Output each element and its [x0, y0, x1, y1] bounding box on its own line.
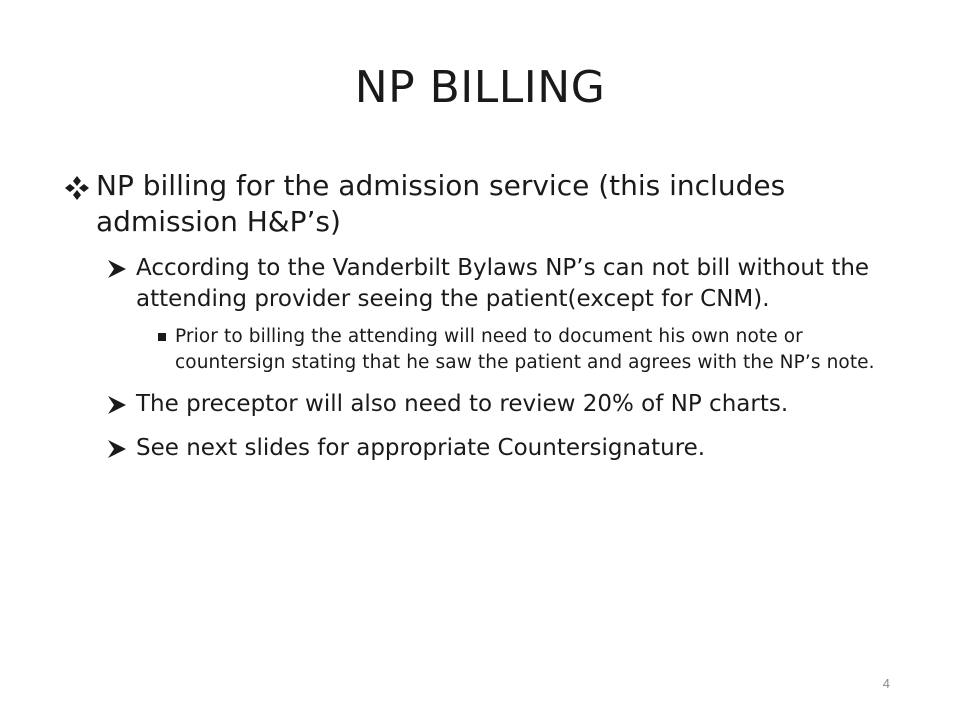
arrowhead-icon [106, 438, 128, 460]
slide-body [64, 168, 894, 464]
arrowhead-icon [106, 394, 128, 416]
page-number: 4 [882, 676, 890, 691]
bullet-level2 [64, 433, 894, 464]
bullet-level2 [64, 389, 894, 420]
bullet-level2 [64, 253, 894, 315]
bullet-text: See next slides for appropriate Countersignature. [136, 435, 706, 461]
bullet-text: The preceptor will also need to review 20% of NP charts. [136, 391, 789, 417]
bullet-text: According to the Vanderbilt Bylaws NP’s can not bill without the attending provider seeing the patient(except for CNM). [136, 255, 870, 312]
square-icon [158, 333, 166, 341]
four-diamond-icon [64, 174, 90, 200]
arrowhead-icon [106, 258, 128, 280]
bullet-level3 [64, 324, 894, 376]
bullet-text: Prior to billing the attending will need to document his own note or countersign stating that he saw the patient and agrees with the NP’s note. [175, 326, 875, 373]
bullet-level1 [64, 168, 894, 240]
slide-title: NP BILLING [354, 62, 606, 113]
bullet-text: NP billing for the admission service (this includes admission H&P’s) [96, 169, 786, 238]
